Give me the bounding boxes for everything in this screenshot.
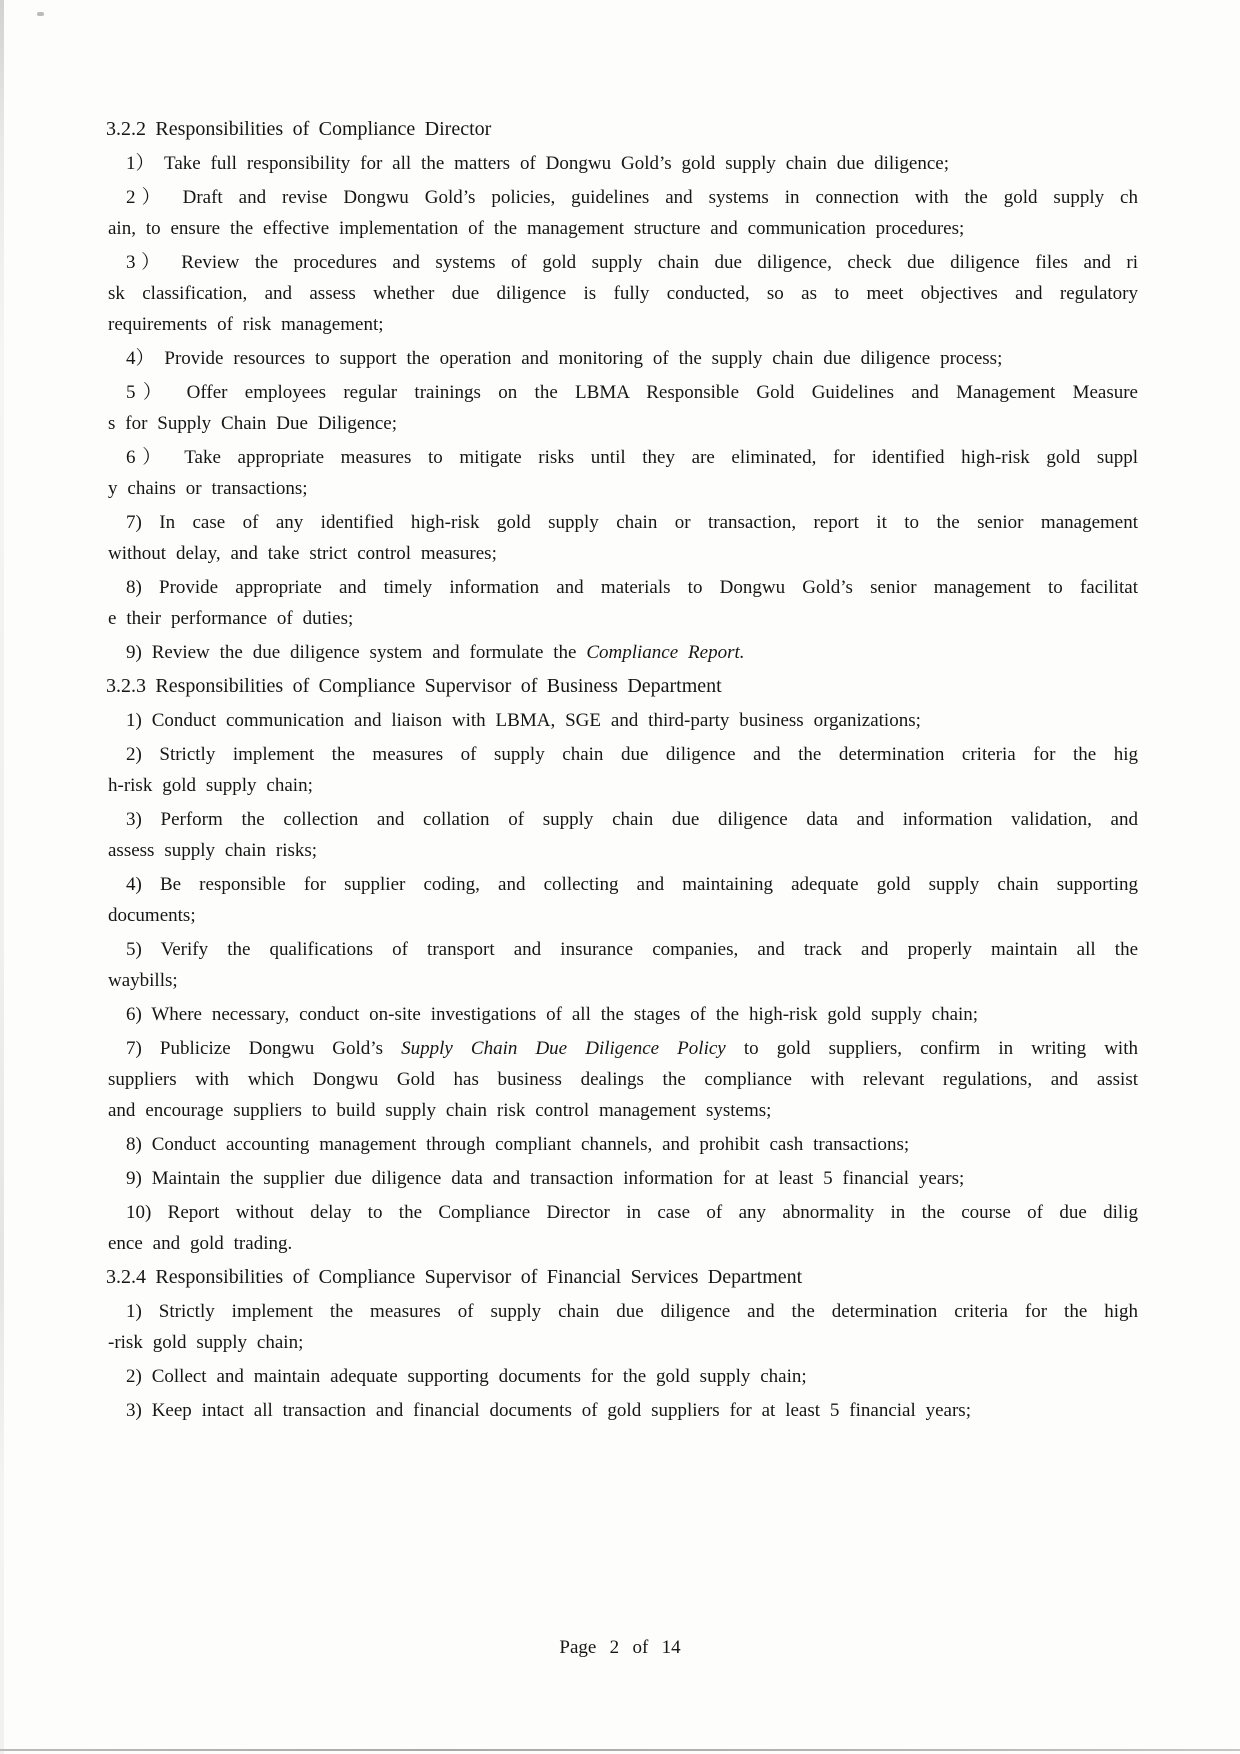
text-line <box>106 1228 1138 1259</box>
paragraph <box>106 637 1138 668</box>
text: ain, to ensure the effective implementation of the management structure and communication procedures; <box>108 218 965 239</box>
paragraph <box>106 377 1138 439</box>
paragraph <box>106 1163 1138 1194</box>
text: 9) Review the due diligence system and formulate the <box>126 642 587 663</box>
text: 10) Report without delay to the Compliance Director in case of any abnormality in the course of due dilig <box>126 1202 1138 1223</box>
paragraph <box>106 247 1138 340</box>
page-footer <box>0 1632 1240 1663</box>
paragraph <box>106 739 1138 801</box>
paragraph <box>106 1395 1138 1426</box>
section-heading: 3.2.3 Responsibilities of Compliance Supervisor of Business Department <box>106 675 722 697</box>
text: 2) Collect and maintain adequate supporting documents for the gold supply chain; <box>126 1366 807 1387</box>
text-line <box>106 343 1138 374</box>
text: 3） Review the procedures and systems of gold supply chain due diligence, check due diligence files and ri <box>126 252 1138 273</box>
text-line <box>106 1033 1138 1064</box>
text: 7) Publicize Dongwu Gold’s <box>126 1038 402 1059</box>
italic-text: Supply Chain Due Diligence Policy <box>401 1038 726 1059</box>
paragraph <box>106 507 1138 569</box>
text: -risk gold supply chain; <box>108 1332 304 1353</box>
section <box>106 1262 1138 1426</box>
text-line <box>106 1395 1138 1426</box>
paragraph <box>106 1197 1138 1259</box>
text: 4) Be responsible for supplier coding, and collecting and maintaining adequate gold supply chain supporting <box>126 874 1138 895</box>
text: h-risk gold supply chain; <box>108 775 313 796</box>
text: documents; <box>108 905 196 926</box>
document-content <box>106 114 1138 1429</box>
text-line <box>106 603 1138 634</box>
text: 6) Where necessary, conduct on-site investigations of all the stages of the high-risk gold supply chain; <box>126 1004 979 1025</box>
text: 9) Maintain the supplier due diligence data and transaction information for at least 5 financial years; <box>126 1168 965 1189</box>
text: waybills; <box>108 970 178 991</box>
text: 3) Perform the collection and collation of supply chain due diligence data and information validation, and <box>126 809 1138 830</box>
text: 1) Strictly implement the measures of supply chain due diligence and the determination criteria for the high <box>126 1301 1138 1322</box>
text: e their performance of duties; <box>108 608 354 629</box>
section <box>106 671 1138 1259</box>
paragraph <box>106 148 1138 179</box>
text-line <box>106 247 1138 278</box>
text: 8) Conduct accounting management through compliant channels, and prohibit cash transactions; <box>126 1134 910 1155</box>
text-line <box>106 900 1138 931</box>
paragraph <box>106 999 1138 1030</box>
scan-edge-artifact-left <box>0 0 4 1754</box>
text-line <box>106 309 1138 340</box>
text-line <box>106 182 1138 213</box>
paragraph <box>106 804 1138 866</box>
paragraph <box>106 934 1138 996</box>
text-line <box>106 1163 1138 1194</box>
text: to gold suppliers, confirm in writing with <box>725 1038 1138 1059</box>
text: s for Supply Chain Due Diligence; <box>108 413 397 434</box>
text: 2） Draft and revise Dongwu Gold’s policies, guidelines and systems in connection with the gold supply ch <box>126 187 1138 208</box>
text: 6） Take appropriate measures to mitigate risks until they are eliminated, for identified high-risk gold suppl <box>126 447 1138 468</box>
text-line <box>106 1095 1138 1126</box>
text-line <box>106 637 1138 668</box>
section-heading: 3.2.2 Responsibilities of Compliance Director <box>106 118 492 140</box>
text: y chains or transactions; <box>108 478 308 499</box>
section <box>106 114 1138 668</box>
text-line <box>106 377 1138 408</box>
text-line <box>106 1327 1138 1358</box>
scan-edge-artifact-bottom <box>0 1749 1240 1751</box>
text: 7) In case of any identified high-risk gold supply chain or transaction, report it to the senior management <box>126 512 1138 533</box>
text: requirements of risk management; <box>108 314 384 335</box>
text-line <box>106 739 1138 770</box>
text: ence and gold trading. <box>108 1233 293 1254</box>
text: 5) Verify the qualifications of transport and insurance companies, and track and properly maintain all the <box>126 939 1138 960</box>
text-line <box>106 278 1138 309</box>
text-line <box>106 1361 1138 1392</box>
text: 2) Strictly implement the measures of supply chain due diligence and the determination criteria for the hig <box>126 744 1138 765</box>
text: without delay, and take strict control measures; <box>108 543 497 564</box>
text-line <box>106 1129 1138 1160</box>
text: suppliers with which Dongwu Gold has business dealings the compliance with relevant regulations, and assist <box>108 1069 1138 1090</box>
text-line <box>106 213 1138 244</box>
text: 3) Keep intact all transaction and financial documents of gold suppliers for at least 5 financial years; <box>126 1400 971 1421</box>
paragraph <box>106 705 1138 736</box>
text: sk classification, and assess whether due diligence is fully conducted, so as to meet objectives and regulatory <box>108 283 1138 304</box>
text-line <box>106 408 1138 439</box>
text: 1） Take full responsibility for all the matters of Dongwu Gold’s gold supply chain due diligence; <box>126 153 949 174</box>
text-line <box>106 1296 1138 1327</box>
text: 8) Provide appropriate and timely information and materials to Dongwu Gold’s senior management to facilitat <box>126 577 1138 598</box>
text-line <box>106 835 1138 866</box>
text: 5） Offer employees regular trainings on the LBMA Responsible Gold Guidelines and Management Measure <box>126 382 1138 403</box>
text-line <box>106 538 1138 569</box>
text-line <box>106 473 1138 504</box>
paragraph <box>106 869 1138 931</box>
text-line <box>106 148 1138 179</box>
text-line <box>106 965 1138 996</box>
text-line <box>106 770 1138 801</box>
text-line <box>106 1064 1138 1095</box>
italic-text: Compliance Report. <box>586 642 745 663</box>
text: and encourage suppliers to build supply chain risk control management systems; <box>108 1100 772 1121</box>
paragraph <box>106 1361 1138 1392</box>
page-number: Page 2 of 14 <box>559 1637 681 1658</box>
text-line <box>106 442 1138 473</box>
section-heading: 3.2.4 Responsibilities of Compliance Supervisor of Financial Services Department <box>106 1266 803 1288</box>
paragraph <box>106 182 1138 244</box>
text: 4） Provide resources to support the operation and monitoring of the supply chain due diligence process; <box>126 348 1003 369</box>
text-line <box>106 804 1138 835</box>
paragraph <box>106 343 1138 374</box>
scan-speck-artifact <box>37 12 44 16</box>
paragraph <box>106 1129 1138 1160</box>
text-line <box>106 1197 1138 1228</box>
text-line <box>106 999 1138 1030</box>
text: assess supply chain risks; <box>108 840 318 861</box>
paragraph <box>106 572 1138 634</box>
text-line <box>106 572 1138 603</box>
text-line <box>106 869 1138 900</box>
paragraph <box>106 1296 1138 1358</box>
paragraph <box>106 1033 1138 1126</box>
text-line <box>106 705 1138 736</box>
text: 1) Conduct communication and liaison with LBMA, SGE and third-party business organizations; <box>126 710 921 731</box>
paragraph <box>106 442 1138 504</box>
text-line <box>106 934 1138 965</box>
text-line <box>106 507 1138 538</box>
